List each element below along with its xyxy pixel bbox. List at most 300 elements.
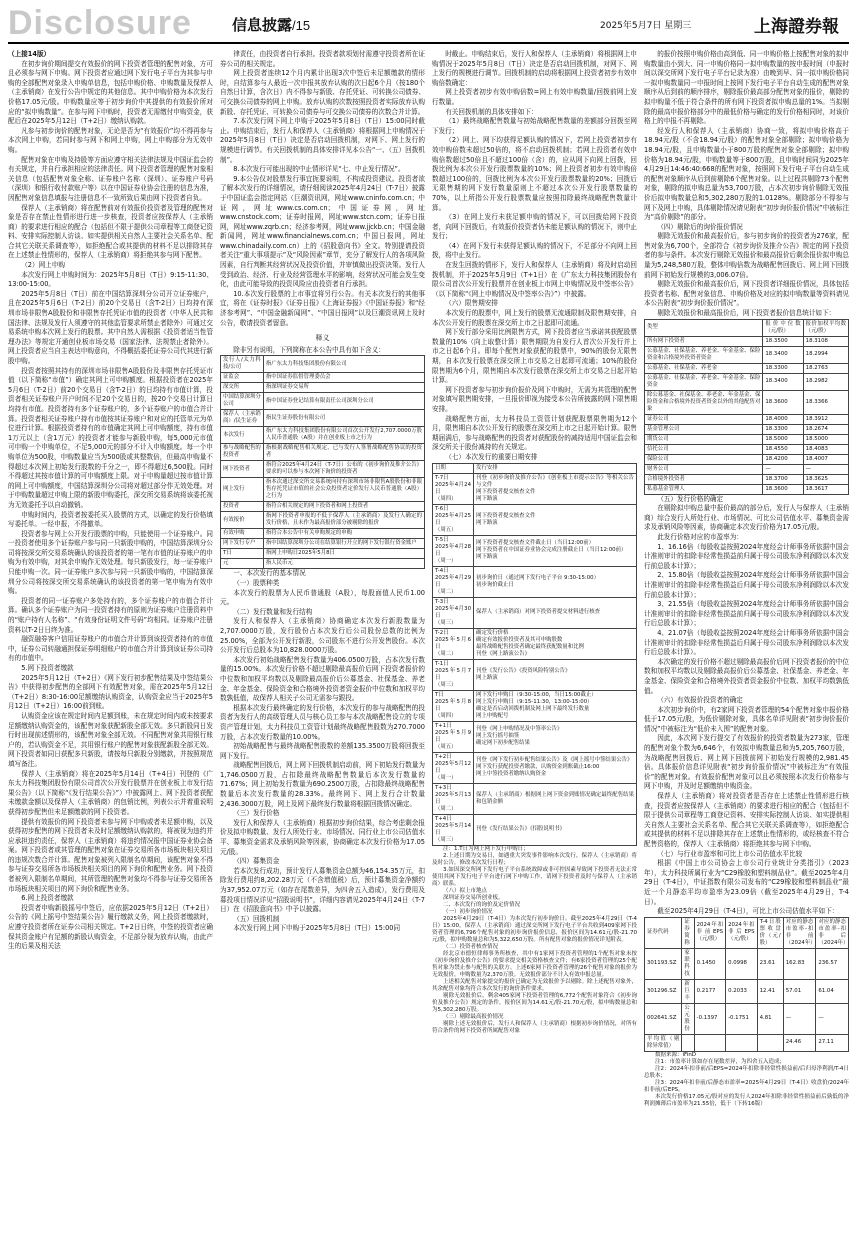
table-cell: 证券公司 [645,414,763,424]
stats-rows [645,336,849,494]
table-head-cell: 对应的静态市盈率-扣非前（2024年） [783,917,816,948]
table-cell [757,1034,783,1051]
table-cell: 0.0998 [726,948,757,979]
table-cell: T-5日 2025年4月28日 （周一） [433,535,474,566]
table-row [645,464,849,474]
table-cell: 24.46 [783,1034,816,1051]
table-row [645,434,849,444]
table-row [221,559,425,569]
col2-body-2 [220,569,425,934]
table-row [645,454,849,464]
table-cell: 18.4200 [763,454,803,464]
table-cell: 162.83 [783,948,816,979]
masthead: Disclosure [8,4,192,42]
paragraph: 律责任，由投资者自行承担。投资者款项划付需遵守投资者所在证券公司的相关规定。 [220,50,425,68]
table-row [645,1003,849,1034]
table-cell: 中国结算深圳分公司 [221,393,264,410]
paragraph: 1、16.16倍（每股收益按照2024年度经会计师事务所依据中国会计准则审计的扣除非经常性损益前归属于母公司股东净利润除以本次发行前总股本计算）； [644,542,849,570]
table-row [645,474,849,484]
table-cell: T-1日 2025年5月7日 （周三） [433,659,474,690]
paragraph: 此发行价格对应的市盈率为： [657,533,743,541]
table-cell: 有效申购 [221,529,264,539]
paragraph: 因此，本次网下发行提交了有效报价的投资者数量为273家，管理的配售对象个数为6,646个，有效拟申购数量总和为5,205,760万股，为战略配售回拨后、网上网下回拨前网下初始发行规模的2,981.45倍。具体报价信息详见附表“初步询价报价情况”中被标注为“有效报价”的配售对象。有效报价配售对象可以且必须按照本次发行价格参与网下申购，并及时足额缴纳申购资金。 [644,734,849,791]
table-cell: — [783,1003,816,1034]
schedule-head-date: 日期 [433,463,474,473]
table-cell: 网上发行 [221,478,264,502]
table-cell: 家联科技 [682,948,694,979]
paragraph: 网下投资者参与初步询价报价及网下申购时，无需为其管理的配售对象填写限售期安排，一旦报价即视为接受本公告所披露的网下限售期安排。 [432,385,637,413]
table-cell: 18.3366 [803,390,848,414]
table-row [433,597,637,628]
table-cell: 18.3108 [803,336,848,346]
paragraph: 的报价按照申购价格由高到低、同一申购价格上按配售对象的拟申购数量由小到大、同一申购价格同一拟申购数量的按申报时间（申报时间以深交所网下发行电子平台记录为准）由晚到早、同一拟申购价格同一拟申购数量同一申报时间上按网下发行电子平台自动生成的配售对象顺序从后到前的顺序排序，剔除报价最高部分配售对象的报价，剔除的拟申购量不低于符合条件的所有网下投资者拟申购总量的1%。当拟剔除的最高申报价格部分中的最低价格与确定的发行价格相同时，对该价格上的申报不再剔除。 [644,50,849,126]
paragraph: 根据《中国上市公司协会上市公司行业统计分类指引》（2023年），太力科技所属行业为“C29橡胶和塑料制品业”。截至2025年4月29日（T-4日），中证指数有限公司发布的“C29橡胶和塑料制品业”最近一个月静态平均市盈率为23.09倍（截至2025年4月29日，T-4日）。 [644,859,849,906]
table-row [221,478,425,502]
paragraph: 本次发行初始战略配售发行数量为406.0500万股，占本次发行数量的15.00%。本次发行价格不超过剔除最高报价后网下投资者报价的中位数和加权平均数以及剔除最高报价后公募基金、社保基金、养老金、年金基金、保险资金和合格境外投资者资金报价中位数和加权平均数孰低值，故保荐人相关子公司无需参与跟投。 [220,655,425,703]
table-cell: 18.3625 [803,474,848,484]
table-cell: 私募基金管理人 [645,484,763,494]
table-cell [694,1034,725,1051]
paragraph: 网上投资者初步有效申购倍数=网上有效申购数量/回拨前网上发行数量。 [432,88,637,106]
table-row [433,814,637,845]
paragraph: 10.本次发行股票的上市事宜将另行公告。有关本次发行的其他事宜，将在《证券时报》《证券日报》《上海证券报》《中国证券报》和“经济参考网”、“中国金融新闻网”、“中国日报网”以及巨潮资讯网上及时公告，敬请投资者留意。 [220,289,425,327]
table-cell: 保险公司 [645,454,763,464]
paragraph: 剔除上述无效报价后，发行人和保荐人（主承销商）根据初步询价情况，对所有符合条件的网下投资者所属配售对象 [432,1020,637,1034]
table-cell: T+1日 2025年5月9日 （周五） [433,721,474,752]
paragraph: 注：1.T日为网上网下发行申购日； [443,845,529,852]
stats-head-mean: 报价加权平均数（元/股） [803,319,848,336]
table-cell: T-4日 2025年4月29日 （周二） [433,566,474,597]
glossary-head-def: 指广东太力科技集团股份有限公司 [263,356,424,373]
paragraph: 剔除无效报价和最高报价后，参与初步询价的投资者为276家，配售对象为6,700个，全部符合《初步询价及推介公告》规定的网下投资者的参与条件。本次发行剔除无效报价和最高报价后剩余报价拟申购总量为5,248,580万股，整体申购倍数为战略配售回拨后、网上网下回拨前网下初始发行规模的3,006.07倍。 [644,232,849,279]
paragraph: 本次发行的股票为人民币普通股（A股），每股面值人民币1.00元。 [220,588,425,607]
table-head-cell: T-4日股票收盘价（元/股） [757,917,783,948]
table-cell: 有效报价 [221,512,264,529]
paragraph: 数据来源：iFinD [655,1051,697,1058]
paragraph: 剔除无效报价和最高报价后，网下投资者详细报价情况，具体包括投资者名称、配售对象信息、申购价格及对应的拟申购数量等资料请见本公告附表“初步询价报价情况”。 [644,280,849,308]
table-row [645,390,849,414]
table-row [645,979,849,1003]
table-cell: 确定发行价格 确定有效报价投资者及其可申购股数 最终战略配售投资者确定最终获配数量和比例 刊登《网上路演公告》 [474,628,637,659]
paragraph: 投资者按照其持有的深圳市场非限售A股股份及非限售存托凭证市值（以下简称“市值”）确定其网上可申购额度。根据投资者在2025年5月6日（T-2日）前20个交易日（含T-2日）的日均持有市值计算，投资者相关证券账户开户时间不足20个交易日的，按20个交易日计算日均持有市值。投资者持有多个证券账户的，多个证券账户的市值合并计算。投资者相关证券账户持有市值按其证券账户和对应的托管单元为单位进行计算。根据投资者持有的市值确定其网上可申购额度，持有市值1万元以上（含1万元）的投资者才能参与新股申购，每5,000元市值可申购一个申购单位，不足5,000元的部分不计入申购额度。每一个申购单位为500股，申购数量应当为500股或其整数倍，但最高申购量不得超过本次网上初始发行股数的千分之一，即不得超过6,500股。同时不得超过其按市值计算的可申购额度上限。对于申购量超过按市值计算的网上可申购额度，中国结算深圳分公司将对超过部分作无效处理。对于申购数量超过申购上限的新股申购委托，深交所交易系统将该委托视为无效委托予以自动撤销。 [8,366,213,509]
table-row [221,444,425,461]
paragraph: 根据本次发行最终确定的发行价格，本次发行的参与战略配售的投资者为发行人的高级管理人员与核心员工参与本次战略配售设立的专项资产管理计划，太力科技员工资管计划最终战略配售股数为270.7000万股，占本次发行数量的10.00%。 [220,703,425,741]
table-cell: 证监会 [221,373,264,383]
stats-head-median: 报价中位数（元/股） [763,319,803,336]
table-cell: 12.41 [757,979,783,1003]
paragraph: （2）网上申购 [21,261,65,270]
table-cell: 18.4550 [763,444,803,454]
paragraph: 2、15.80倍（每股收益按照2024年度经会计师事务所依据中国会计准则审计的扣除非经常性损益后归属于母公司股东净利润除以本次发行前总股本计算）； [644,571,849,599]
table-cell: T+4日 2025年5月14日 （周三） [433,814,474,845]
table-cell: 刊登《初步询价及推介公告》《创业板上市提示公告》等相关公告与文件 网下投资者提交核查文件 网下路演 [474,473,637,504]
paragraph: （3）在网上发行未获足额申购的情况下，可以回拨给网下投资者，向网下回拨后，有效报价投资者仍未能足额认购的情况下，则中止发行； [432,213,637,241]
paragraph: 3、21.55倍（每股收益按照2024年度经会计师事务所依据中国会计准则审计的扣除非经常性损益前归属于母公司股东净利润除以本次发行后总股本计算）； [644,600,849,628]
paragraph: （4）在网下发行未获得足额认购的情况下，不足部分不向网上回拨，将中止发行。 [432,241,637,260]
table-cell: 指深圳证券交易所 [263,383,424,393]
paragraph: 9.本公告仅对股票发行事宜扼要说明，不构成投资建议。投资者欲了解本次发行的详细情况，请仔细阅读2025年4月24日（T-7日）披露于中国证监会指定网站（巨潮资讯网，网址www.cninfo.com.cn；中证网，网址www.cs.com.cn；中国证券网，网址www.cnstock.com；证券时报网，网址www.stcn.com；证券日报网，网址www.zqrb.cn；经济参考网，网址www.jjckb.cn；中国金融新闻网，网址www.financialnews.com.cn；中国日报网，网址www.chinadaily.com.cn）上的《招股意向书》全文。特别提请投资者关注“重大事项提示”及“风险因素”章节，充分了解发行人的各项风险因素，自行判断其经营状况及投资价值，并审慎做出投资决策。发行人受到政治、经济、行业及经营管理水平的影响，经营状况可能会发生变化，由此可能导致的投资风险应由投资者自行承担。 [220,174,425,289]
table-cell: 指广东太力科技集团股份有限公司首次公开发行2,707.0000万股人民币普通股（A股）并在创业板上市之行为 [263,427,424,444]
table-cell: 保荐人（主承销商）根据网上网下资金到账情况确定最终配售结果和包销金额 [474,783,637,814]
table-cell: 平均值（剔除异常值） [645,1034,682,1051]
paragraph: （五）回拨机制 [233,914,280,923]
table-cell: 网下发行专户 [221,539,264,549]
paragraph: （六）限售期安排 [445,299,498,308]
paragraph: 投资者的同一证券账户多处持有的，多个证券账户的市值合并计算。确认多个证券账户为同一投资者持有的原则为证券账户注册资料中的“账户持有人名称”、“有效身份证明文件号码”均相同。证券账户注册资料以T-2日日终为准。 [8,596,213,634]
table-cell: 财务公司 [645,464,763,474]
paragraph: 剔除无效报价和最高报价后，网下投资者报价信息统计如下： [657,309,836,318]
col4-footer [644,1052,849,1108]
table-cell: 网下投资者提交核查文件截止日（当日12:00前） 网下投资者在中国证券业协会完成注册截止日（当日12:00前） 网下路演 [474,535,637,566]
table-cell: 投资者 [221,502,264,512]
paragraph: 经发行人和保荐人（主承销商）协商一致，将拟申购价格高于18.94元/股（不含18.94元/股）的配售对象全部剔除；拟申购价格为18.94元/股，且申购数量小于800万股的配售对象全部剔除；拟申购价格为18.94元/股，申购数量等于800万股，且申购时间同为2025年4月29日14:46:40:668的配售对象，按照网下发行电子平台自动生成的配售对象顺序从后到前剔除6个配售对象。以上过程共剔除73个配售对象，剔除的拟申购总量为53,700万股，占本次初步询价剔除无效报价后拟申购数量总和5,302,280万股的1.0128%。剔除部分不得参与网下及网上申购，具体剔除情况请见附表“初步询价报价情况”中被标注为“高价剔除”的部分。 [644,126,849,222]
paragraph: 申购时间内，投资者按委托买入股票的方式，以确定的发行价格填写委托单。一经申报，不得撤单。 [8,510,213,529]
table-cell: 刊登《发行结果公告》《招股说明书》 [474,814,637,845]
table-cell: 指网下投资者申报的不低于保荐人（主承销商）及发行人确定的发行价格，且未作为最高报价部分被剔除的报价 [263,512,424,529]
paragraph: （三）发行价格 [233,809,280,818]
paragraph: （1）最终战略配售数量与初始战略配售数量的差额部分回拨至网下发行； [432,117,637,135]
glossary-table [220,355,425,569]
paragraph: 保荐人（主承销商）将对投资者是否存在上述禁止性情形进行核查，投资者应按保荐人（主承销商）的要求进行相应的配合（包括但不限于提供公司章程等工商登记资料、安排实际控制人访谈、如实提供相关自然人主要社会关系名单、配合其它关联关系调查等），如拒绝配合或其提供的材料不足以排除其存在上述禁止性情形的，或经核查不符合配售资格的，保荐人（主承销商）将拒绝其参与网下申购。 [644,792,849,848]
table-cell: 4.81 [757,1003,783,1034]
table-cell: 18.3300 [763,363,803,373]
table-cell: -0.1397 [694,1003,725,1034]
table-cell: — [803,464,848,474]
table-row [221,529,425,539]
table-cell: 除公募基金、社保基金、养老金、年金基金、保险资金和合格境外投资者资金以外的其他配售对象 [645,390,763,414]
paragraph: 在初步询价期间提交有效报价的网下投资者管理的配售对象，方可且必须参与网下申购。网下投资者应通过网下发行电子平台为其参与申购的全部配售对象录入申购单信息，包括申购价格、申购数量及保荐人（主承销商）在发行公告中规定的其他信息。其中申购价格为本次发行价格17.05元/股。申购数量应等于初步询价中其提供的有效报价所对应的“拟申购数量”。在参与网下申购时，投资者无需缴付申购资金，获配后在2025年5月12日（T+2日）缴纳认购款。 [8,59,213,126]
table-cell: 指人民币元 [263,559,424,569]
paragraph: 4、21.07倍（每股收益按照2024年度经会计师事务所依据中国会计准则审计的扣除非经常性损益后归属于母公司股东净利润除以本次发行后总股本计算）。 [644,628,849,657]
table-row [433,752,637,783]
paragraph: 投资者申购新股摇号中签后，应依据2025年5月12日（T+2日）公告的《网上摇号中签结果公告》履行缴款义务，网上投资者缴款时，应遵守投资者所在证券公司相关规定。T+2日日终，中签的投资者应确保其资金账户有足额的新股认购资金，不足部分视为放弃认购，由此产生的后果及相关法 [8,903,213,951]
table-cell: 18.3300 [763,424,803,434]
table-row [433,628,637,659]
table-cell: 18.3600 [763,484,803,494]
table-cell: 0.1450 [694,948,725,979]
paragraph: 截至2025年4月29日（T-4日），可比上市公司估值水平如下： [657,907,839,916]
table-cell: 元 [221,559,264,569]
table-cell: 236.57 [816,948,849,979]
table-row [645,484,849,494]
table-cell: 18.5000 [763,434,803,444]
table-head-cell: 证券简称 [682,917,694,948]
table-row [645,414,849,424]
page-number: /15 [292,18,311,33]
schedule-rows [433,473,637,845]
table-cell: 公募基金、社保基金、养老金、年金基金、保险资金和合格境外投资者资金 [645,346,763,363]
schedule-head-plan: 发行安排 [474,463,637,473]
paragraph: 6.网上投资者缴款 [21,894,74,903]
table-cell: 18.3400 [763,346,803,363]
paragraph: 本次发行的股票中，网上发行的股票无流通限制及限售期安排，自本次公开发行的股票在深交所上市之日起即可流通。 [432,309,637,327]
glossary-intro: 除非另有说明，下列简称在本公告中具有如下含义： [233,345,385,354]
paragraph: 配售对象在申购及持股等方面应遵守相关法律法规及中国证监会的有关规定，并自行承担相应的法律责任。网下投资者管理的配售对象相关信息（包括配售对象全称、证券账户名称（深圳）、证券账户号码（深圳）和银行收付款账户等）以在中国证券业协会注册的信息为准，因配售对象信息填报与注册信息不一致所致后果由网下投资者自负。 [8,155,213,202]
column-4 [644,50,849,1245]
table-cell: 保荐人（主承销商）对网下投资者提交材料进行核查 [474,597,637,628]
table-row [645,424,849,434]
table-cell: -0.1751 [726,1003,757,1034]
table-cell: 参与战略配售的投资者 [221,444,264,461]
paragraph: 7.本次发行网下网上申购于2025年5月8日（T日）15:00同时截止。申购结束后，发行人和保荐人（主承销商）将根据网上申购情况于2025年5月8日（T日）决定是否启动回拨机制，对网下、网上发行的规模进行调节。有关回拨机制的具体安排详见本公告“一、（五）回拨机制”。 [220,117,425,164]
table-cell: 合格境外投资者 [645,474,763,484]
table-cell: T日 2025年5月8日 （周四） [433,690,474,721]
table-row [433,659,637,690]
paragraph: 在发生回拨的情形下，发行人和保荐人（主承销商）将及时启动回拨机制，并于2025年5月9日（T+1日）在《广东太力科技集团股份有限公司首次公开发行股票并在创业板上市网上申购情况及中签率公告》（以下简称“《网上申购情况及中签率公告》”）中披露。 [432,261,637,298]
paragraph: 上述相关配售对象提交的报价已确定为无效报价予以剔除。除上述配售对象外，其余配售对象均符合本次发行的询价条件要求。 [432,978,637,992]
paragraph: 认购资金应该在规定时间内足额到账，未在规定时间内或未按要求足额缴纳认购资金的，该配售对象获配新股全部无效。多只新股同日发行时出现前述情形的，该配售对象全部无效。不同配售对象共用银行账户的，若认购资金不足，共用银行账户的配售对象获配新股全部无效。网下投资者如同日获配多只新股，请按每只新股分别缴款，并按照规范填写备注。 [8,711,213,768]
table-row [433,783,637,814]
paragraph: 本次初步询价中，有2家网下投资者管理的54个配售对象申报价格低于17.05元/股，为低价剔除对象，具体名单详见附表“初步询价报价情况”中被标注为“低价未入围”的配售对象。 [644,705,849,733]
table-row [221,502,425,512]
table-cell: 0.2033 [726,979,757,1003]
table-row [433,566,637,597]
paragraph: （四）剔除后的询价报价情况 [657,222,743,231]
table-cell: T-2日 2025年5月6日 （周二） [433,628,474,659]
table-cell: 指符合2025年4月24日（T-7日）公布的《初步询价及推介公告》要求的可以参与本次网下询价的投资者 [263,461,424,478]
col2-body [220,50,425,328]
table-cell: 18.2982 [803,373,848,390]
table-cell: 18.3500 [763,336,803,346]
table-cell: 301193.SZ [645,948,682,979]
table-row [433,690,637,721]
peer-rows [645,948,849,1051]
table-row [645,373,849,390]
quote-stats-table [644,319,849,495]
paragraph: （七）与行业市盈率和可比上市公司估值水平比较 [657,849,803,858]
paragraph: 凡参与初步询价的配售对象，无论是否为“有效报价”均不得再参与本次网上申购，若同时参与网下和网上申购，网上申购部分为无效申购。 [8,126,213,154]
table-row [433,721,637,752]
col3-body [432,50,637,463]
table-cell: 指民生证券股份有限公司 [263,410,424,427]
paragraph: 在剔除拟申购总量中报价最高的部分后，发行人与保荐人（主承销商）综合发行人所处行业、市场情况、可比公司估值水平、募集资金需求及承销风险等因素，协商确定本次发行价格为17.05元/股。 [644,504,849,532]
table-row [221,373,425,383]
table-row [645,444,849,454]
col4-body-2 [644,495,849,917]
paragraph: 网上投资者连续12个月内累计出现3次中签后未足额缴款的情形时，自结算参与人最近一次申报其放弃认购的次日起6个月（按180个自然日计算，含次日）内不得参与新股、存托凭证、可转换公司债券、可交换公司债券的网上申购。放弃认购的次数按照投资者实际放弃认购新股、存托凭证、可转换公司债券与可交换公司债券的次数合并计算。 [220,69,425,116]
table-cell: T-7日 2025年4月24日 （周四） [433,473,474,504]
table-cell: 18.3400 [763,373,803,390]
paragraph: 保荐人（主承销商）将在配售前对有效报价投资者及管理的配售对象是否存在禁止性情形进行进一步核查，投资者应按保荐人（主承销商）的要求进行相应的配合（包括但不限于提供公司章程等工商登记资料、安排实际控制人访谈、如实提供相关自然人主要社会关系名单、配合其它关联关系调查等），如拒绝配合或其提供的材料不足以排除其存在上述禁止性情形的，保荐人（主承销商）将拒绝其参与网下配售。 [8,203,213,260]
issue-date: 2025年5月7日 星期三 [600,21,692,31]
table-cell: T-6日 2025年4月25日 （周五） [433,504,474,535]
table-cell: T-3日 2025年4月30日 （周三） [433,597,474,628]
table-cell: — [763,464,803,474]
paragraph: 2025年4月29日（T-4日）为本次发行初步询价日。截至2025年4月29日（T-4日）15:00，保荐人（主承销商）通过深交所网下发行电子平台共收到409家网下投资者管理的6,796个配售对象的初步询价报价信息，报价区间为14.61元/股-21.70元/股，拟申购数量总和为5,322,650万股。所有配售对象的报价情况详见附表。 [432,915,637,943]
paragraph: （六）有效报价投资者的确定 [657,696,743,705]
table-cell: 公元股份 [682,1003,694,1034]
paragraph: 本次确定的发行价格不超过剔除最高报价后网下投资者报价的中位数和加权平均数以及剔除最高报价后公募基金、社保基金、养老金、年金基金、保险资金和合格境外投资者资金报价中位数、加权平均数孰低值。 [644,657,849,695]
column-1 [8,50,213,1245]
glossary-title: 释义 [315,334,330,343]
paragraph: 注2：2024年扣非前/后EPS=2024年扣除非经常性损益前/后归母净利润/T-4日总股本； [644,1065,849,1079]
table-cell: 指中国证券监督管理委员会 [263,373,424,383]
table-cell: 18.3700 [763,474,803,484]
table-cell: 保荐人（主承销商）/民生证券 [221,410,264,427]
paragraph: （七）本次发行的重要日期安排 [445,452,538,461]
table-head-cell: 2024年扣非前EPS（元/股） [694,917,725,948]
table-cell: 网下发行申购日（9:30-15:00，当日15:00截止） 网上发行申购日（9:15-11:30，13:00-15:00） 确定是否启动回拨机制及网上网下最终发行数量 网上申购配号 [474,690,637,721]
table-cell: 指中国证券登记结算有限责任公司深圳分公司 [263,393,424,410]
table-row [645,336,849,346]
table-cell: 18.4000 [763,414,803,424]
paragraph: 深圳证券交易所创业板。 [443,894,504,901]
table-row [221,461,425,478]
page-header [0,0,857,40]
paragraph: 二、本次发行的询价及定价情况 [443,901,521,908]
table-cell: 公募基金、社保基金、养老金、年金基金、保险资金 [645,373,763,390]
table-cell [682,1034,694,1051]
table-row [645,363,849,373]
table-cell: 18.3600 [763,390,803,414]
table-cell: 网下投资者提交核查文件 网下路演 [474,504,637,535]
table-cell: 18.2674 [803,424,848,434]
table-cell: 初步询价日（通过网下发行电子平台 9:30-15:00） 初步询价截止日 [474,566,637,597]
table-cell [726,1034,757,1051]
table-row [221,393,425,410]
col1-body [8,60,213,952]
table-row [221,549,425,559]
paragraph: （三）剔除最高报价情况 [443,1013,504,1020]
table-cell: 57.01 [783,979,816,1003]
table-cell: 刊登《网上申购情况及中签率公告》 网上发行摇号抽签 确定网下初步配售结果 [474,721,637,752]
paragraph: 2025年5月8日（T日）前在中国结算深圳分公司开立证券账户，且在2025年5月6日（T-2日）前20个交易日（含T-2日）日均持有深圳市场非限售A股股份和非限售存托凭证市值的投资者（中华人民共和国法律、法规及发行人须遵守的其他监管要求所禁止者除外）可通过交易系统申购本次网上发行的股票。其中自然人需根据《投资者适当性管理办法》等规定开通创业板市场交易（国家法律、法规禁止者除外）。网上投资者应当自主表达申购意向，不得概括委托证券公司代其进行新股申购。 [8,289,213,365]
table-cell: 本次发行 [221,427,264,444]
paragraph: （二）发行数量和发行结构 [233,607,313,616]
paragraph: 经北京市德恒律师事务所核查，其中有1家网下投资者管理的1个配售对象未按《初步询价及推介公告》的要求提交相关资格核查文件；有6家投资者管理的25个配售对象为禁止参与配售的关联方。上述6家网下投资者管理的26个配售对象的报价为无效报价，申购数量为2,370万股。无效报价部分不计入有效申报总量。 [432,950,637,978]
table-cell: 0.2177 [694,979,725,1003]
table-cell: 刊登《发行公告》《投资风险特别公告》 网上路演 [474,659,637,690]
paragraph: 发行人和保荐人（主承销商）协商确定本次发行新股数量为2,707.0000万股，发行股份占本次发行后公司股份总数的比例为25.00%，全部为公开发行新股，公司股东不进行公开发售股份。本次公开发行后总股本为10,828.0000万股。 [220,617,425,655]
table-cell: 指网上申购日2025年5月8日 [263,549,424,559]
paragraph: 若本次发行成功，预计发行人募集资金总额为46,154.35万元，扣除发行费用约8,202.28万元（不含增值税）后，预计募集资金净额约为37,952.07万元（如存在尾数差异，为四舍五入造成），发行费用及募投项目情况详见“招股说明书”，详细内容请见2025年4月24日（T-7日）在《招股意向书》中予以披露。 [220,866,425,914]
paragraph: 融资融券客户信用证券账户的市值合并计算到该投资者持有的市值中，证券公司转融通担保证券明细账户的市值合并计算到该证券公司持有的市值中。 [8,635,213,663]
paragraph: 8.本次发行可能出现的中止情形详见“七、中止发行情况”。 [233,165,405,174]
table-cell: 网下投资者 [221,461,264,478]
table-cell: 301296.SZ [645,979,682,1003]
table-cell: 18.2763 [803,363,848,373]
table-cell: 期货公司 [645,434,763,444]
paragraph: 2.上述日期为交易日，如遇重大突发事件影响本次发行，保荐人（主承销商）将及时公告，修改本次发行日程； [432,852,637,866]
table-cell: 指根据战略配售相关规定，已与发行人签署战略配售协议的投资者 [263,444,424,461]
table-cell: 18.4083 [803,444,848,454]
paragraph: 保荐人（主承销商）将在2025年5月14日（T+4日）刊登的《广东太力科技集团股份有限公司首次公开发行股票并在创业板上市发行结果公告》（以下简称“《发行结果公告》”）中披露网上、网下投资者获配未缴款金额以及保荐人（主承销商）的包销比例，列表公示并着重说明获得初步配售但未足额缴款的网下投资者。 [8,769,213,816]
paragraph: （五）发行价格的确定 [657,494,724,503]
table-cell: 指符合相关规定的网下投资者和网上投资者 [263,502,424,512]
table-cell: 23.61 [757,948,783,979]
paragraph: （四）募集资金 [233,857,280,866]
table-cell: 信托公司 [645,444,763,454]
table-head-cell: 2024年扣非后EPS（元/股） [726,917,757,948]
paragraph: 投资者参与网上公开发行股票的申购，只能使用一个证券账户。同一投资者使用多个证券账户参与同一只新股申购的，中国结算深圳分公司将按深交所交易系统确认的该投资者的第一笔有市值的证券账户的申购为有效申购，对其余申购作无效处理。每只新股发行，每一证券账户只能申购一次。同一证券账户多次参与同一只新股申购的，中国结算深圳分公司将按深交所交易系统确认的该投资者的第一笔申购为有效申购。 [8,529,213,596]
table-cell: 指符合本公告中有关申购规定的申购 [263,529,424,539]
table-cell: 002641.SZ [645,1003,682,1034]
table-head-cell: 证券代码 [645,917,682,948]
paragraph: 注3：2024年扣非前/后静态市盈率=2025年4月29日（T-4日）收盘价/2024年扣非前/后EPS。 [644,1079,849,1093]
paragraph: 战略配售方面，太力科技员工资管计划获配股票限售期为12个月，限售期自本次公开发行的股票在深交所上市之日起开始计算。限售期届满后，参与战略配售的投资者对获配股份的减持适用中国证监会和深交所关于股份减持的有关规定。 [432,414,637,452]
paragraph: 2025年5月12日（T+2日）《网下发行初步配售结果及中签结果公告》中获得初步配售的全部网下有效配售对象，需在2025年5月12日（T+2日）8:30-16:00足额缴纳认购资金，认购资金应当于2025年5月12日（T+2日）16:00前到账。 [8,673,213,711]
col4-body [644,50,849,319]
table-head-cell: 对应的静态市盈率-扣非后（2024年） [816,917,849,948]
paragraph: 本次发行网上网下申购于2025年5月8日（T日）15:00同 [233,924,401,933]
table-cell: T+3日 2025年5月13日 （周二） [433,783,474,814]
table-row [221,410,425,427]
paragraph: （二）投资者核查情况 [443,943,499,950]
paragraph: （2）网上、网下均获得足额认购的情况下，若网上投资者初步有效申购倍数未超过50倍的，将不启动回拨机制；若网上投资者有效申购倍数超过50倍且不超过100倍（含）的，应从网下向网上回拨，回拨比例为本次公开发行股票数量的10%；网上投资者初步有效申购倍数超过100倍的，回拨比例为本次公开发行股票数量的20%；回拨后无限售期的网下发行数量原则上不超过本次公开发行股票数量的70%，以上所指公开发行股票数量应按照扣除最终战略配售数量计算。 [432,136,637,212]
paragraph: 5.网下投资者缴款 [21,664,74,672]
paragraph: （一）股票种类 [233,579,280,587]
table-row [221,427,425,444]
glossary-rows [221,373,425,569]
table-cell: 指本次通过深交所交易系统向持有深圳市场非限售A股股份和非限售存托凭证市值的社会公众投资者定价发行人民币普通股（A股）之行为 [263,478,424,502]
paragraph: 初始战略配售与最终战略配售股数的差额135.3500万股将回拨至网下发行。 [220,742,425,760]
paragraph: 战略配售回拨后，网上网下回拨机制启动前，网下初始发行数量为1,746.0500万股，占扣除最终战略配售数量后本次发行数量的71.67%；网上初始发行数量为690.2500万股，占扣除最终战略配售数量后本次发行数量的28.33%。最终网下、网上发行合计数量2,436.3000万股，网上及网下最终发行数量将根据回拨情况确定。 [220,761,425,808]
table-cell: 18.2994 [803,346,848,363]
table-cell: — [816,1003,849,1034]
paragraph: 一、本次发行的基本情况 [233,569,306,578]
section-title [232,14,310,35]
table-row [221,539,425,549]
paragraph: （一）初步询价情况 [443,908,493,915]
table-cell: T+2日 2025年5月12日 （周一） [433,752,474,783]
schedule-table [432,463,637,846]
table-cell: 基金管理公司 [645,424,763,434]
table-cell: 深交所 [221,383,264,393]
header-rule [8,42,849,44]
paragraph: 时截止。申购结束后，发行人和保荐人（主承销商）将根据网上申购情况于2025年5月8日（T日）决定是否启动回拨机制，对网下、网上发行的规模进行调节。回拨机制的启动将根据网上投资者初步有效申购倍数确定： [432,50,637,87]
table-cell: 新巨丰 [682,979,694,1003]
table-cell: 27.11 [816,1034,849,1051]
table-cell: 所有网下投资者 [645,336,763,346]
col3-body-2 [432,846,637,1035]
table-row [221,512,425,529]
peer-valuation-table [644,917,849,1052]
paragraph: （八）拟上市地点 [443,887,488,894]
table-row [433,473,637,504]
table-row [645,1034,849,1051]
table-cell: T日 [221,549,264,559]
table-row [645,346,849,363]
paragraph: 发行人和保荐人（主承销商）根据初步询价结果，综合考虑剩余报价及拟申购数量、发行人所处行业、市场情况、同行业上市公司估值水平、募集资金需求及承销风险等因素，协商确定本次发行价格为17.05元/股。 [220,818,425,856]
column-3 [432,50,637,1245]
glossary-head-term: 发行人/太力科技/公司 [221,356,264,373]
table-cell: 指中国结算深圳分公司在结算银行开立的网下发行银行资金账户 [263,539,424,549]
section-name: 信息披露 [232,17,293,34]
table-cell: 18.5000 [803,434,848,444]
paragraph: 剔除无效报价后，剩余405家网下投资者管理的6,772个配售对象符合《初步询价及推介公告》规定的条件，报价区间为14.61元/股-21.70元/股，拟申购数量总和为5,302,280万股。 [432,992,637,1013]
table-cell: 18.3912 [803,414,848,424]
peer-head-row [645,917,849,948]
paragraph: 本次发行价格17.05元/股对应的发行人2024年扣除非经常性损益前后孰低的净利润摊薄后市盈率为21.55倍，低于（下转16版） [644,1093,849,1107]
column-2 [220,50,425,1245]
table-cell: 公募基金、社保基金、养老金 [645,363,763,373]
paragraph: 有关回拨机制的具体安排如下： [445,107,538,116]
paragraph: 提供有效报价的网下投资者未参与网下申购或者未足额申购，以及获得初步配售的网下投资者未及时足额缴纳认购款的，将被视为违约并应承担违约责任，保荐人（主承销商）将违约情况报中国证券业协会备案。网下投资者或其管理的配售对象在证券交易所各市场板块相关项目的违规次数合并计算。配售对象被列入限制名单期间，该配售对象不得参与证券交易所各市场板块相关项目的网下询价和配售业务。网下投资者被列入限制名单期间，其所管理的配售对象均不得参与证券交易所各市场板块相关项目的网下询价和配售业务。 [8,817,213,893]
table-row [221,383,425,393]
paragraph: 3.如因深交所网下发行电子平台系统故障或非可控因素导致网下投资者无法正常使用其网下发行电子平台进行网下申购工作，请网下投资者及时与保荐人（主承销商）联系。 [432,866,637,887]
table-row [433,535,637,566]
newspaper-logo: 上海證券報 [754,17,839,37]
paragraph: 网下发行部分采用比例限售方式，网下投资者应当承诺其获配股票数量的10%（向上取整计算）限售期限为自发行人首次公开发行并上市之日起6个月。即每个配售对象获配的股票中，90%的股份无限售期，自本次发行股票在深交所上市交易之日起即可流通；10%的股份限售期为6个月，限售期自本次发行股票在深交所上市交易之日起开始计算。 [432,328,637,385]
paragraph: 注1：市盈率计算如存在尾数差异，为四舍五入造成； [655,1058,786,1065]
table-cell: 61.04 [816,979,849,1003]
paragraph: 本次发行网上申购时间为：2025年5月8日（T日）9:15-11:30、13:00-15:00。 [8,270,213,289]
table-cell: 刊登《网下发行初步配售结果公告》及《网上摇号中签结果公告》 网下发行获配投资者缴款，认购资金到账截止16:00 网上中签投资者缴纳认购资金 [474,752,637,783]
table-row [433,504,637,535]
table-cell: 18.3617 [803,484,848,494]
table-row [645,948,849,979]
stats-head-type: 类型 [645,319,763,336]
